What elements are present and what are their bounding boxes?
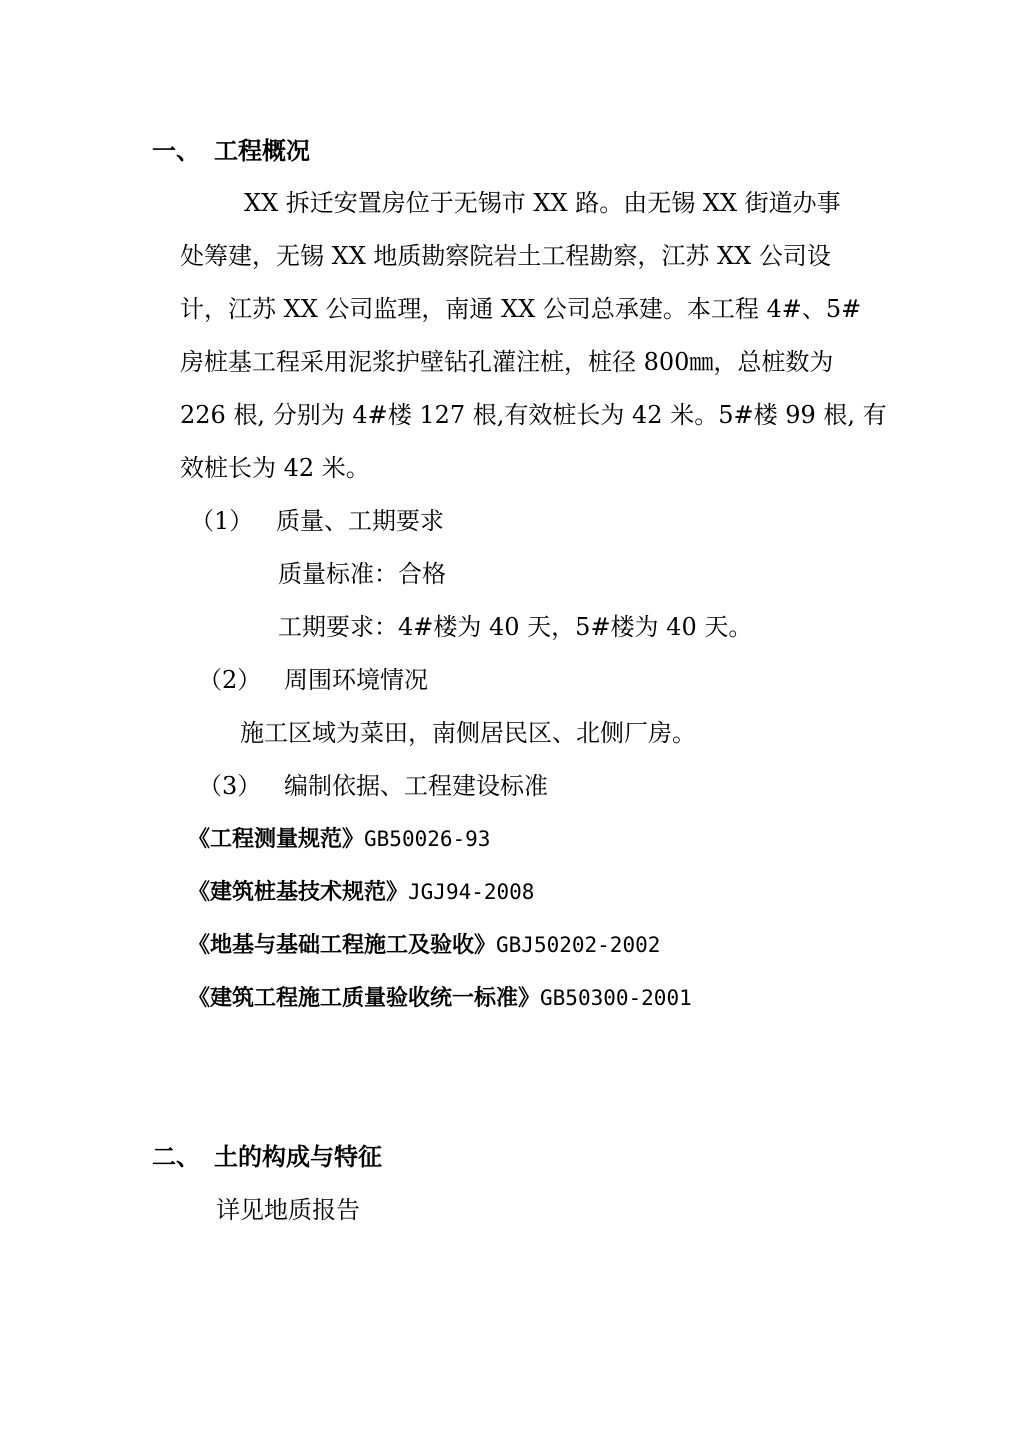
environment-text: 施工区域为菜田，南侧居民区、北侧厂房。 [240, 719, 696, 747]
sub2-title: 周围环境情况 [284, 666, 428, 694]
standard-code: GB50300-2001 [540, 986, 692, 1010]
paragraph-line-5: 226 根, 分别为 4#楼 127 根,有效桩长为 42 米。5#楼 99 根, 有 [180, 401, 887, 429]
section1-title: 工程概况 [214, 137, 310, 165]
standard-item [188, 983, 692, 1014]
standard-item [188, 824, 490, 855]
standard-name: 《建筑工程施工质量验收统一标准》 [188, 986, 541, 1011]
section2-text: 详见地质报告 [216, 1196, 360, 1224]
sub2-heading [198, 665, 428, 695]
sub3-heading [198, 771, 548, 801]
section2-title: 土的构成与特征 [214, 1143, 382, 1171]
quality-standard: 质量标准：合格 [278, 560, 446, 588]
paragraph-line-3: 计，江苏 XX 公司监理，南通 XX 公司总承建。本工程 4#、5# [180, 295, 862, 323]
sub1-heading [190, 506, 444, 536]
paragraph-line-4: 房桩基工程采用泥浆护壁钻孔灌注桩，桩径 800㎜，总桩数为 [180, 348, 834, 376]
standard-name: 《工程测量规范》 [188, 827, 365, 852]
schedule-requirement: 工期要求：4#楼为 40 天，5#楼为 40 天。 [278, 613, 753, 641]
standard-item [188, 877, 534, 908]
sub3-title: 编制依据、工程建设标准 [284, 772, 548, 800]
standard-code: GBJ50202-2002 [496, 933, 661, 957]
sub1-number: （1） [190, 507, 254, 535]
sub3-number: （3） [198, 772, 262, 800]
section2-number: 二、 [152, 1143, 200, 1171]
standard-code: JGJ94-2008 [408, 880, 535, 904]
section2-heading [152, 1142, 382, 1172]
paragraph-line-2: 处筹建，无锡 XX 地质勘察院岩土工程勘察，江苏 XX 公司设 [180, 242, 831, 270]
section1-number: 一、 [152, 137, 200, 165]
section1-heading [152, 136, 310, 166]
sub1-title: 质量、工期要求 [276, 507, 444, 535]
standard-name: 《建筑桩基技术规范》 [188, 880, 409, 905]
paragraph-line-6: 效桩长为 42 米。 [180, 454, 370, 482]
paragraph-line-1: XX 拆迁安置房位于无锡市 XX 路。由无锡 XX 街道办事 [244, 189, 841, 217]
standard-code: GB50026-93 [364, 827, 491, 851]
standard-name: 《地基与基础工程施工及验收》 [188, 933, 497, 958]
sub2-number: （2） [198, 666, 262, 694]
standard-item [188, 930, 660, 961]
